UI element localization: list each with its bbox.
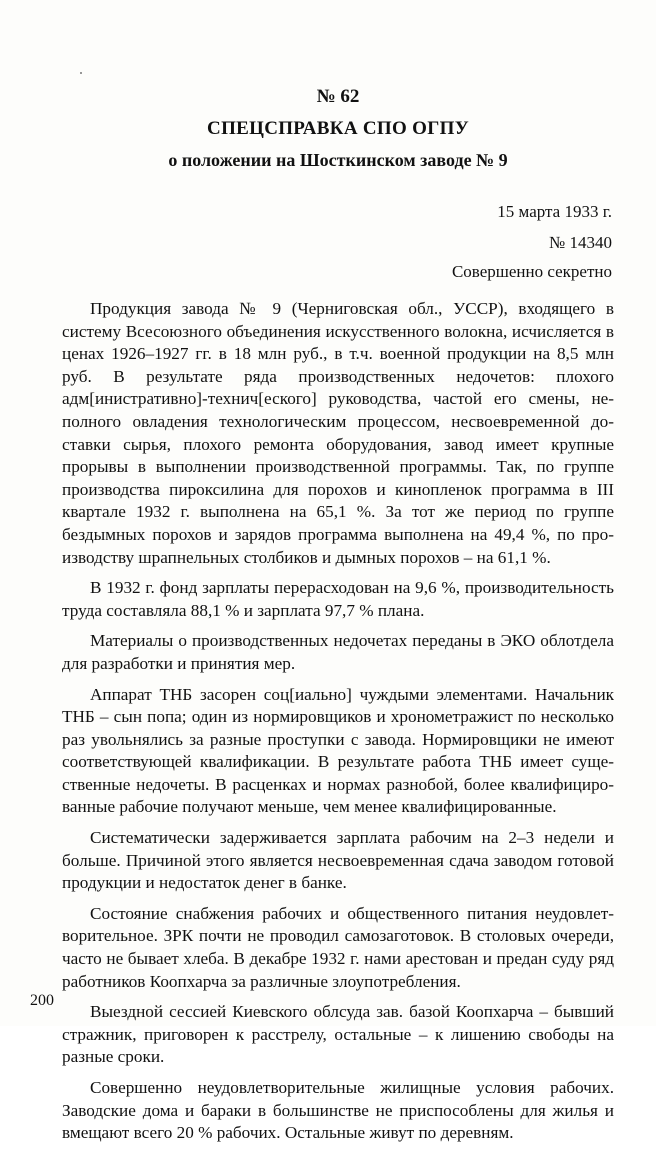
paragraph: Совершенно неудовлетворительные жилищные условия рабочих. Заводские дома и бараки в большинстве не приспособлены для жилья и вмещают всего 20 % рабочих. Остальные живут по деревням.: [62, 1078, 614, 1143]
document-subtitle: о положении на Шосткинском заводе № 9: [168, 150, 508, 170]
page-number: 200: [30, 992, 54, 1009]
paragraph: Продукция завода № 9 (Черниговская обл., УССР), входящего в систему Всесоюзного объединения искусственного волокна, исчисляется в ценах 1926–1927 гг. в 18 млн руб., в т.ч. военной продукции на 8,5 млн руб. В результате ряда производственных недочетов: плохого адм[инистративно]-технич[еского] руководства, частой его смены, неполного овладения технологическим процессом, несвоевременной доставки сырья, плохого ремонта оборудования, завод имеет крупные прорывы в выполнении производственной программы. Так, по группе производства пироксилина для порохов и кинопленок программа в III квартале 1932 г. выполнена на 65,1 %. За тот же период по группе бездымных порохов и зарядов программа выполнена на 49,4 %, по производству шрапнельных столбиков и дымных порохов – на 61,1 %.: [62, 299, 614, 567]
document-number: № 62: [316, 86, 360, 107]
paragraph: Систематически задерживается зарплата рабочим на 2–3 недели и больше. Причиной этого является несвоевременная сдача заводом готовой продукции и недостаток денег в банке.: [62, 828, 614, 893]
scan-speck: [80, 72, 82, 74]
document-body: [62, 298, 614, 1153]
paragraph: Состояние снабжения рабочих и общественного питания неудовлетворительное. ЗРК почти не проводил самозаготовок. В столовых очереди, часто не бывает хлеба. В декабре 1932 г. нами арестован и предан суду ряд работников Коопхарча за различные злоупотребления.: [62, 903, 614, 991]
paragraph: Аппарат ТНБ засорен соц[иально] чуждыми элементами. Начальник ТНБ – сын попа; один из нормировщиков и хронометражист по несколько раз увольнялись за разные проступки с завода. Нормировщики не имеют соответствующей квалификации. В результате работа ТНБ имеет существенные недочеты. В расценках и нормах разнобой, более квалифицированные рабочие получают меньше, чем менее квалифицированные.: [62, 684, 614, 817]
paragraph: Выездной сессией Киевского облсуда зав. базой Коопхарча – бывший стражник, приговорен к расстрелу, остальные – к лишению свободы на разные сроки.: [62, 1002, 614, 1067]
classification-stamp: Совершенно секретно: [451, 262, 612, 281]
document-title: СПЕЦСПРАВКА СПО ОГПУ: [207, 118, 469, 139]
paragraph: В 1932 г. фонд зарплаты перерасходован на 9,6 %, производительность труда составляла 88,1 % и зарплата 97,7 % плана.: [62, 578, 614, 620]
paragraph: Материалы о производственных недочетах переданы в ЭКО облотдела для разработки и принятия мер.: [62, 631, 614, 673]
document-date: 15 марта 1933 г.: [497, 202, 612, 221]
document-reg-number: № 14340: [549, 233, 612, 252]
